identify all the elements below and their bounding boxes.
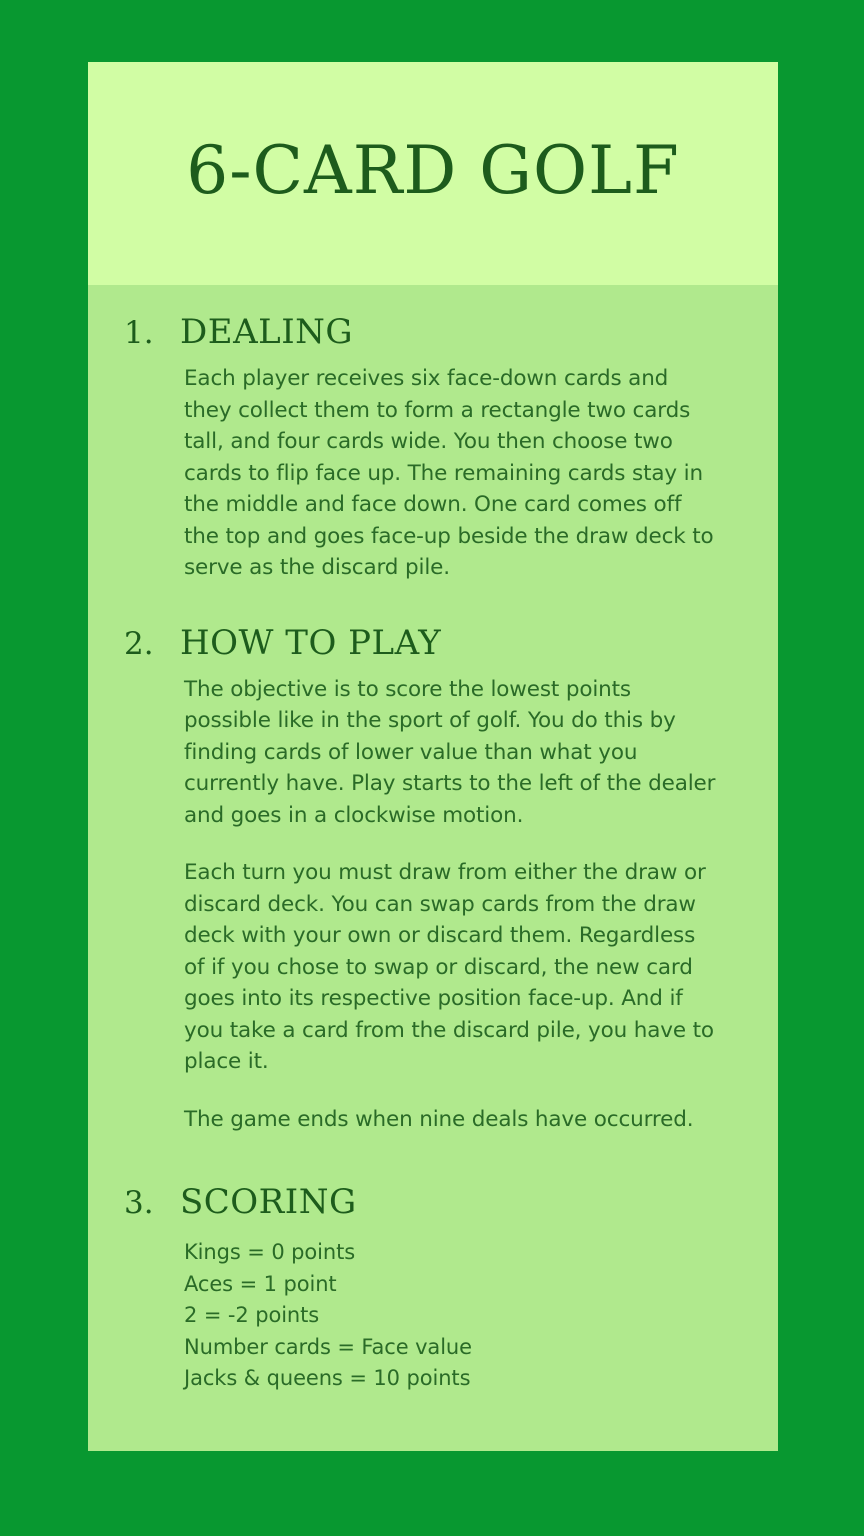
scoring-list xyxy=(184,1237,722,1395)
paragraph: The objective is to score the lowest points possible like in the sport of golf. You do this by finding cards of lower value than what you currently have. Play starts to the left of the dealer and goes in a clockwise motion. xyxy=(184,676,716,828)
title-band xyxy=(88,62,778,285)
list-item: Kings = 0 points xyxy=(184,1240,356,1264)
section-scoring-heading xyxy=(88,1182,778,1222)
section-dealing-title: DEALING xyxy=(180,312,354,352)
section-how-to-play-title: HOW TO PLAY xyxy=(180,622,442,663)
section-how-to-play xyxy=(88,622,778,1136)
section-dealing-heading xyxy=(88,312,778,352)
paragraph: Each player receives six face-down cards and they collect them to form a rectangle two cards tall, and four cards wide. You then choose two cards to flip face up. The remaining cards stay in the middle and face down. One card comes off the top and goes face-up beside the draw deck to serve as the discard pile. xyxy=(184,366,714,580)
paragraph: Each turn you must draw from either the draw or discard deck. You can swap cards from the draw deck with your own or discard them. Regardless of if you chose to swap or discard, the new card goes into its respective position face-up. And if you take a card from the discard pile, you have to place it. xyxy=(184,860,714,1074)
section-scoring-number: 3. xyxy=(124,1185,154,1221)
poster-card xyxy=(88,62,778,1451)
list-item: Aces = 1 point xyxy=(184,1271,337,1296)
page-title: 6-CARD GOLF xyxy=(186,131,680,209)
section-how-to-play-number: 2. xyxy=(124,625,154,662)
section-scoring-title: SCORING xyxy=(180,1182,357,1222)
list-item: Jacks & queens = 10 points xyxy=(184,1366,471,1390)
sections-container xyxy=(88,285,778,1395)
section-spacer xyxy=(88,584,778,626)
section-dealing xyxy=(88,312,778,584)
list-item: Number cards = Face value xyxy=(184,1334,472,1359)
section-dealing-number: 1. xyxy=(124,315,154,351)
section-spacer xyxy=(88,1135,778,1185)
section-scoring-body xyxy=(88,1233,778,1395)
section-how-to-play-heading xyxy=(88,622,778,663)
list-item: 2 = -2 points xyxy=(184,1303,320,1327)
section-how-to-play-body xyxy=(88,674,778,1136)
section-scoring xyxy=(88,1182,778,1395)
paragraph: The game ends when nine deals have occurred. xyxy=(184,1106,694,1132)
section-dealing-body xyxy=(88,363,778,584)
